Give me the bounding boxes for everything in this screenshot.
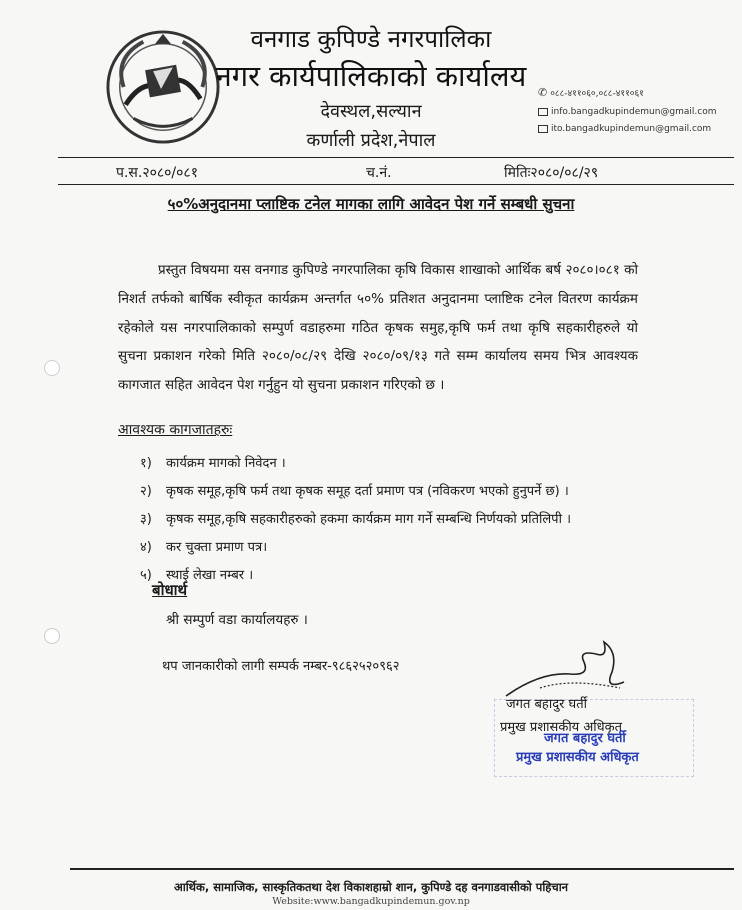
cc-heading: बोधार्थ bbox=[152, 581, 188, 599]
address-line2: कर्णाली प्रदेश,नेपाल bbox=[306, 130, 436, 151]
paragraph-text: प्रस्तुत विषयमा यस वनगाड कुपिण्डे नगरपालिका कृषि विकास शाखाको आर्थिक बर्ष २०८०।०८१ को निशर्त तर्फको बार्षिक स्वीकृत कार्यक्रम अन्तर्गत ५०% प्रतिशत अनुदानमा प्लाष्टिक टनेल वितरण कार्यक्रम रहेकोले यस नगरपालिकाको सम्पुर्ण वडाहरुमा गठित कृषक समुह,कृषि फर्म तथा कृषि सहकारीहरुले यो सुचना प्रकाशन गरेको मिति २०८०/०८/२९ देखि २०८०/०९/१३ गते सम्म कार्यालय समय भित्र आवश्यक कागजात सहित आवेदन पेश गर्नुहुन यो सुचना प्रकाशन गरिएको छ । bbox=[118, 262, 638, 394]
email-address-1: info.bangadkupindemun@gmail.com bbox=[551, 107, 717, 117]
list-item: २) कृषक समूह,कृषि फर्म तथा कृषक समूह दर्ता प्रमाण पत्र (नविकरण भएको हुनुपर्ने छ) । bbox=[140, 484, 569, 499]
handwritten-signature bbox=[500, 632, 640, 702]
signatory-name: जगत बहादुर घर्ती bbox=[506, 697, 588, 712]
list-item: १) कार्यक्रम मागको निवेदन । bbox=[140, 456, 286, 471]
org-name-line2: नगर कार्यपालिकाको कार्यालय bbox=[215, 59, 527, 93]
footer-slogan: आर्थिक, सामाजिक, सास्कृतिकतथा देश विकाशहाम्रो शान, कुपिण्डे दह वनगाडवासीको पहिचान bbox=[173, 880, 569, 894]
notice-body-paragraph bbox=[118, 256, 638, 400]
letter-number: प.स.२०८०/०८१ bbox=[116, 165, 198, 181]
letter-date: मितिः२०८०/०८/२९ bbox=[504, 165, 599, 181]
signatory-title: प्रमुख प्रशासकीय अधिकृत bbox=[500, 720, 623, 735]
required-documents-heading: आवश्यक कागजातहरुः bbox=[118, 422, 233, 438]
required-documents-list bbox=[140, 450, 571, 590]
punch-hole bbox=[44, 628, 60, 644]
list-item: ३) कृषक समूह,कृषि सहकारीहरुको हकमा कार्यक्रम माग गर्ने सम्बन्धि निर्णयको प्रतिलिपी । bbox=[140, 512, 571, 527]
dispatch-number: च.नं. bbox=[366, 165, 392, 181]
contact-number-line: थप जानकारीको लागी सम्पर्क नम्बर-९८६२५२०९६२ bbox=[162, 659, 400, 674]
cc-recipient: श्री सम्पुर्ण वडा कार्यालयहरु । bbox=[166, 612, 308, 628]
header-divider bbox=[58, 157, 734, 158]
phone-icon: ✆ bbox=[538, 86, 548, 99]
notice-subject: ५०%अनुदानमा प्लाष्टिक टनेल मागका लागि आवेदन पेश गर्ने सम्बधी सुचना bbox=[167, 195, 575, 213]
official-stamp bbox=[516, 729, 686, 767]
list-item: ५) स्थाई लेखा नम्बर । bbox=[140, 568, 254, 583]
footer-website: Website:www.bangadkupindemun.gov.np bbox=[272, 896, 470, 907]
email-contact-2 bbox=[538, 124, 711, 134]
meta-divider bbox=[58, 184, 734, 185]
punch-hole bbox=[44, 360, 60, 376]
mail-icon bbox=[538, 108, 548, 116]
stamp-title: प्रमुख प्रशासकीय अधिकृत bbox=[516, 750, 639, 765]
org-name-line1: वनगाड कुपिण्डे नगरपालिका bbox=[250, 25, 492, 53]
footer-divider bbox=[70, 868, 734, 870]
email-contact-1 bbox=[538, 107, 717, 117]
list-item: ४) कर चुक्ता प्रमाण पत्र। bbox=[140, 540, 268, 555]
address-line1: देवस्थल,सल्यान bbox=[320, 101, 422, 122]
mail-icon bbox=[538, 125, 548, 133]
stamp-name: जगत बहादुर घर्ती bbox=[544, 731, 626, 746]
phone-number: ०८८-४११०६०,०८८-४११०६१ bbox=[550, 89, 644, 99]
phone-contact bbox=[538, 86, 644, 99]
email-address-2: ito.bangadkupindemun@gmail.com bbox=[551, 124, 712, 134]
